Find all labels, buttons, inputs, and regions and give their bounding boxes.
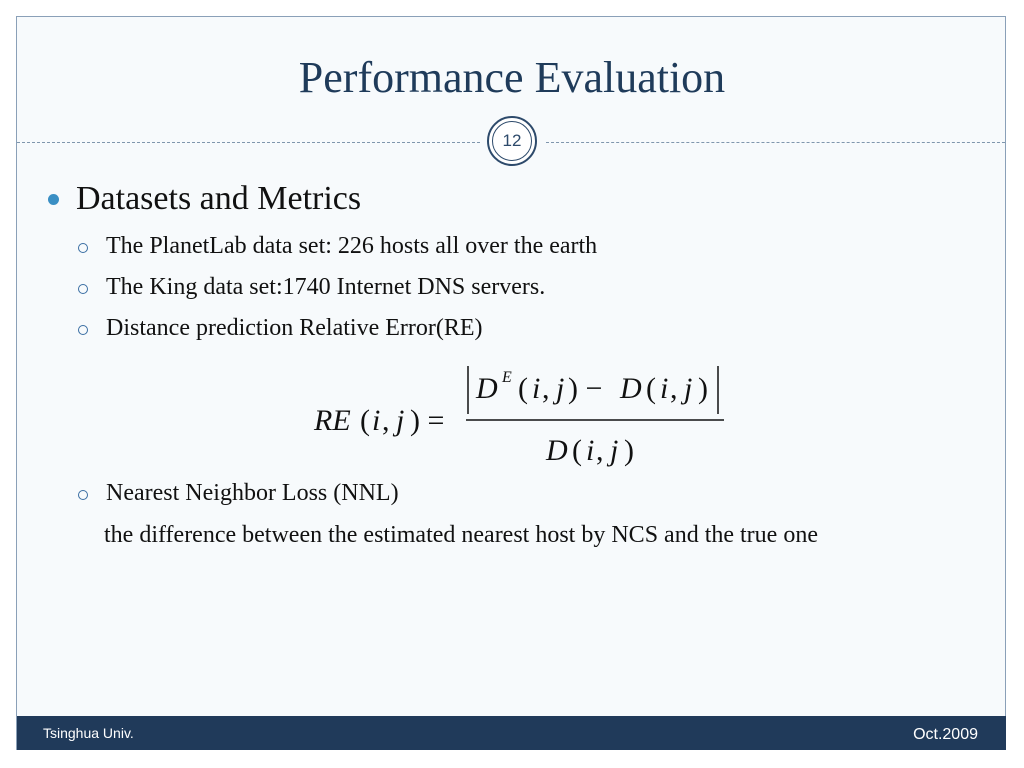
svg-text:(: (: [572, 434, 582, 467]
hollow-bullet-icon: [78, 490, 88, 500]
svg-text:,: ,: [382, 404, 390, 437]
svg-text:i: i: [532, 372, 541, 405]
slide-title: Performance Evaluation: [298, 53, 726, 102]
sub-bullet-text: The PlanetLab data set: 226 hosts all over the earth: [106, 233, 598, 259]
svg-text:i: i: [660, 372, 669, 405]
svg-text:i: i: [586, 434, 595, 467]
title-divider-left: [17, 142, 480, 143]
relative-error-formula: [300, 358, 740, 478]
page-number: 12: [492, 121, 532, 161]
sub-bullet-text: The King data set:1740 Internet DNS servers.: [106, 274, 546, 300]
svg-text:): ): [624, 434, 634, 467]
svg-text:j: j: [610, 434, 619, 467]
svg-text:D: D: [476, 372, 498, 405]
footer-date: Oct.2009: [913, 726, 978, 743]
svg-text:(: (: [518, 372, 528, 405]
sub-bullet-text: Nearest Neighbor Loss (NNL): [106, 480, 399, 506]
footer-institution: Tsinghua Univ.: [43, 725, 134, 741]
sub-bullet-text: Distance prediction Relative Error(RE): [106, 315, 483, 341]
svg-text:(: (: [360, 404, 370, 437]
svg-text:D: D: [620, 372, 642, 405]
title-divider-right: [546, 142, 1005, 143]
svg-text:D: D: [546, 434, 568, 467]
footer-bar: [17, 716, 1006, 750]
svg-text:i: i: [372, 404, 381, 437]
bullet-dot-icon: [48, 194, 59, 205]
bullet-heading-text: Datasets and Metrics: [76, 180, 362, 217]
hollow-bullet-icon: [78, 325, 88, 335]
svg-text:,: ,: [596, 434, 604, 467]
page-number-badge: [487, 116, 537, 166]
svg-text:) −: ) −: [568, 372, 603, 405]
svg-text:): ): [698, 372, 708, 405]
svg-text:j: j: [396, 404, 405, 437]
svg-text:,: ,: [542, 372, 550, 405]
nnl-description: the difference between the estimated nearest host by NCS and the true one: [104, 522, 818, 548]
svg-text:) =: ) =: [410, 404, 445, 437]
svg-text:,: ,: [670, 372, 678, 405]
hollow-bullet-icon: [78, 284, 88, 294]
svg-text:j: j: [684, 372, 693, 405]
hollow-bullet-icon: [78, 243, 88, 253]
svg-text:j: j: [556, 372, 565, 405]
svg-text:(: (: [646, 372, 656, 405]
svg-text:E: E: [502, 369, 512, 386]
svg-text:RE: RE: [314, 404, 351, 437]
